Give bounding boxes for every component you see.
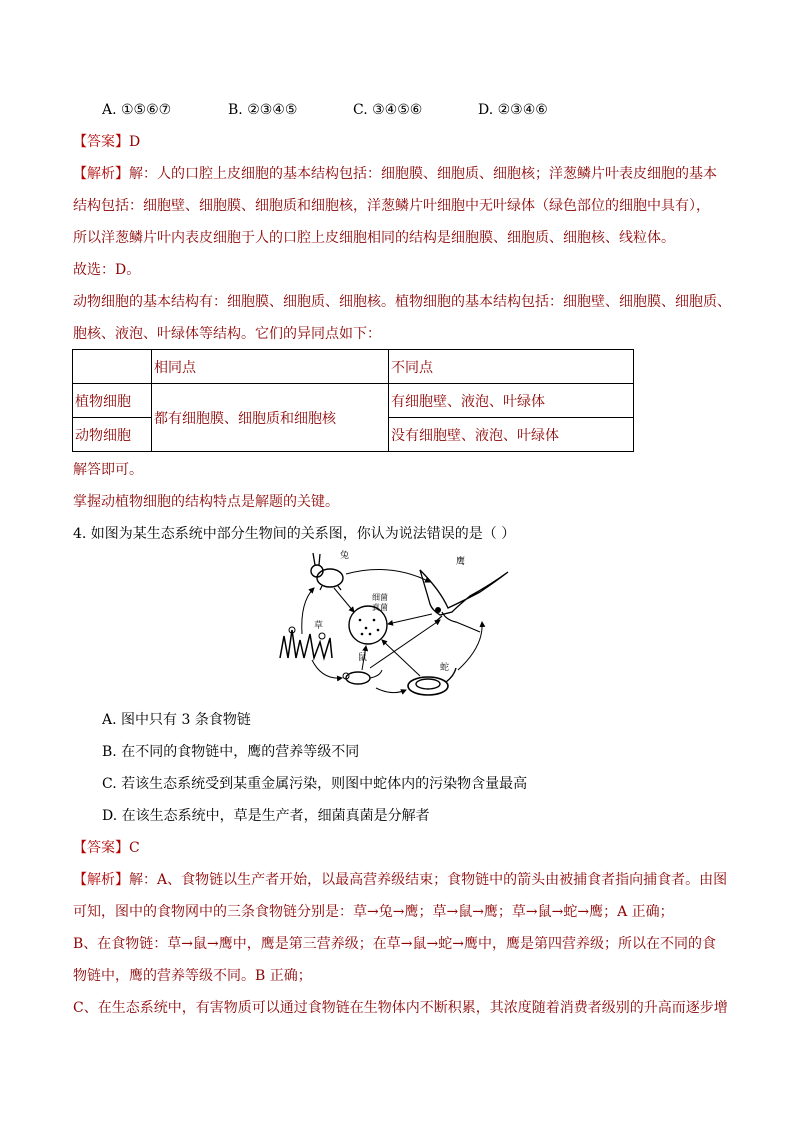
analysis-tag: 【解析】 (73, 872, 129, 888)
table-head-diff: 不同点 (389, 350, 634, 384)
label-eagle: 鹰 (456, 557, 466, 567)
label-grass: 草 (314, 621, 324, 631)
q4-analysis-line-3: B、在食物链：草→鼠→鹰中，鹰是第三营养级；在草→鼠→蛇→鹰中，鹰是第四营养级；所以在不同的食 (73, 936, 716, 952)
table-header-row (73, 350, 634, 384)
q3-option-a: A. ①⑤⑥⑦ (102, 102, 172, 118)
table-row-name: 动物细胞 (73, 418, 152, 452)
q3-analysis-line-3: 所以洋葱鳞片叶内表皮细胞于人的口腔上皮细胞相同的结构是细胞膜、细胞质、细胞核、线粒体。 (73, 230, 675, 246)
answer-value: D (129, 134, 141, 150)
q4-analysis-line-4: 物链中，鹰的营养等级不同。B 正确； (73, 968, 312, 984)
eagle-illustration (420, 570, 508, 632)
q4-analysis-line-5: C、在生态系统中，有害物质可以通过食物链在生物体内不断积累，其浓度随着消费者级别的升高而逐步增 (73, 1000, 728, 1016)
q4-answer (73, 838, 140, 858)
mouse-illustration (343, 670, 382, 684)
q4-stem: 4. 如图为某生态系统中部分生物间的关系图，你认为说法错误的是（ ） (73, 526, 516, 542)
table-row (73, 384, 634, 418)
grass-illustration (280, 627, 332, 658)
food-web-arrows (302, 570, 482, 693)
q3-analysis-line-1: 【解析】解：人的口腔上皮细胞的基本结构包括：细胞膜、细胞质、细胞核；洋葱鳞片叶表皮细胞的基本 (73, 166, 717, 182)
answer-tag: 【答案】 (73, 134, 129, 150)
label-microbe: 细菌 (372, 593, 388, 602)
q3-analysis-line-2: 结构包括：细胞壁、细胞膜、细胞质和细胞核，洋葱鳞片叶细胞中无叶绿体（绿色部位的细胞中具有）， (73, 198, 710, 214)
analysis-tag: 【解析】 (73, 166, 129, 182)
q4-option-a: A. 图中只有 3 条食物链 (102, 712, 251, 728)
label-mouse: 鼠 (358, 653, 368, 663)
q4-option-b: B. 在不同的食物链中，鹰的营养等级不同 (102, 744, 360, 760)
q3-option-b: B. ②③④⑤ (228, 102, 298, 118)
q3-after-line-1: 解答即可。 (73, 462, 143, 478)
label-microbe-2: 真菌 (372, 603, 388, 612)
table-row-diff: 没有细胞壁、液泡、叶绿体 (389, 418, 634, 452)
q3-answer (73, 132, 140, 152)
q3-option-d: D. ②③④⑥ (478, 102, 548, 118)
table-head-empty (73, 350, 152, 384)
q3-analysis-line-5: 动物细胞的基本结构有：细胞膜、细胞质、细胞核。植物细胞的基本结构包括：细胞壁、细胞膜、细胞质、 (73, 294, 731, 310)
table-head-same: 相同点 (152, 350, 389, 384)
q3-analysis-line-4: 故选：D。 (73, 262, 141, 278)
q3-option-c: C. ③④⑤⑥ (353, 102, 423, 118)
table-row-diff: 有细胞壁、液泡、叶绿体 (389, 384, 634, 418)
food-web-figure (270, 550, 520, 700)
answer-tag: 【答案】 (73, 840, 129, 856)
q4-option-c: C. 若该生态系统受到某重金属污染，则图中蛇体内的污染物含量最高 (102, 776, 528, 792)
label-snake: 蛇 (440, 663, 450, 673)
table-same-cell: 都有细胞膜、细胞质和细胞核 (152, 384, 389, 452)
answer-value: C (129, 840, 140, 856)
q3-after-line-2: 掌握动植物细胞的结构特点是解题的关键。 (73, 494, 339, 510)
rabbit-illustration (311, 553, 343, 590)
q3-analysis-line-6: 胞核、液泡、叶绿体等结构。它们的异同点如下： (73, 326, 381, 342)
q4-option-d: D. 在该生态系统中，草是生产者，细菌真菌是分解者 (102, 808, 430, 824)
q4-analysis-line-1: 【解析】解：A、食物链以生产者开始，以最高营养级结束；食物链中的箭头由被捕食者指向捕食者。由图 (73, 872, 728, 888)
label-rabbit: 兔 (340, 551, 350, 561)
q4-analysis-line-2: 可知，图中的食物网中的三条食物链分别是：草→兔→鹰；草→鼠→鹰；草→鼠→蛇→鹰；A 正确； (73, 904, 674, 920)
table-row-name: 植物细胞 (73, 384, 152, 418)
cell-comparison-table (72, 349, 634, 452)
